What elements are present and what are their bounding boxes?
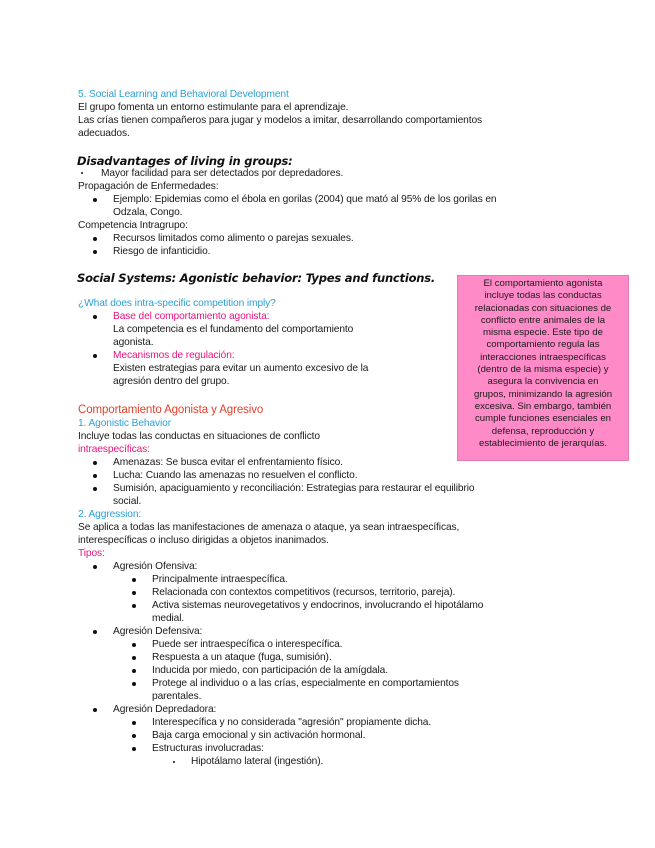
list-item-cont: parentales.: [152, 691, 202, 702]
list-item: Amenazas: Se busca evitar el enfrentamiento físico.: [113, 457, 343, 468]
note-line: conflicto entre animales de la: [480, 314, 606, 326]
bullet-icon: [132, 721, 136, 725]
list-item: Protege al individuo o a las crías, especialmente en comportamientos: [152, 678, 459, 689]
list-item: Ejemplo: Epidemias como el ébola en gorilas (2004) que mató al 95% de los gorilas en: [113, 194, 497, 205]
bullet-icon: [132, 604, 136, 608]
note-line: misma especie. Este tipo de: [483, 327, 603, 339]
list-item: Estructuras involucradas:: [152, 743, 264, 754]
bullet-icon: [93, 565, 97, 569]
section-heading-disadvantages: Disadvantages of living in groups:: [77, 154, 293, 168]
list-item: Agresión Ofensiva:: [113, 561, 198, 572]
note-line: incluye todas las conductas: [484, 290, 602, 302]
paragraph-line: Existen estrategias para evitar un aumento excesivo de la: [113, 363, 369, 374]
list-item: Lucha: Cuando las amenazas no resuelven el conflicto.: [113, 470, 358, 481]
list-item-cont: social.: [113, 496, 142, 507]
paragraph-line: Las crías tienen compañeros para jugar y modelos a imitar, desarrollando comportamientos: [78, 115, 483, 126]
list-item: Agresión Defensiva:: [113, 626, 203, 637]
subheading-aggression: 2. Aggression:: [78, 509, 142, 520]
list-label: Base del comportamiento agonista:: [113, 311, 270, 322]
list-label: intraespecíficas:: [78, 444, 150, 455]
note-line: asegura la convivencia en: [487, 376, 599, 388]
paragraph-line: agresión dentro del grupo.: [113, 376, 230, 387]
paragraph-line: La competencia es el fundamento del comportamiento: [113, 324, 354, 335]
bullet-icon: [93, 630, 97, 634]
list-item: Respuesta a un ataque (fuga, sumisión).: [152, 652, 332, 663]
note-line: cumple funciones esenciales en: [475, 413, 611, 425]
bullet-icon: [93, 474, 97, 478]
bullet-icon: [132, 734, 136, 738]
bullet-icon: [132, 682, 136, 686]
bullet-icon: [93, 354, 97, 358]
list-item: Puede ser intraespecífica o interespecífica.: [152, 639, 343, 650]
bullet-icon: [132, 591, 136, 595]
bullet-icon: [132, 747, 136, 751]
list-item: Interespecífica y no considerada "agresión" propiamente dicha.: [152, 717, 432, 728]
list-label: Tipos:: [78, 548, 105, 559]
note-line: establecimiento de jerarquías.: [479, 437, 607, 449]
list-item: Mayor facilidad para ser detectados por depredadores.: [101, 168, 344, 179]
bullet-icon: [93, 461, 97, 465]
paragraph-line: Incluye todas las conductas en situaciones de conflicto: [78, 431, 320, 442]
list-item: Baja carga emocional y sin activación hormonal.: [152, 730, 366, 741]
bullet-icon: [93, 198, 97, 202]
note-line: comportamiento regula las: [486, 339, 600, 351]
section-heading-social-learning: 5. Social Learning and Behavioral Development: [78, 89, 289, 100]
bullet-icon: [173, 761, 175, 763]
question-heading: ¿What does intra-specific competition imply?: [78, 298, 276, 309]
paragraph-line: agonista.: [113, 337, 154, 348]
paragraph-line: interespecíficas o incluso dirigidas a objetos inanimados.: [78, 535, 329, 546]
note-line: excesiva. Sin embargo, también: [474, 400, 612, 412]
paragraph-line: Se aplica a todas las manifestaciones de amenaza o ataque, ya sean intraespecíficas,: [78, 522, 460, 533]
list-item: Hipotálamo lateral (ingestión).: [191, 756, 324, 767]
list-item: Riesgo de infanticidio.: [113, 246, 211, 257]
note-line: (dentro de la misma especie) y: [477, 364, 609, 376]
note-box: [457, 275, 629, 461]
bullet-icon: [93, 487, 97, 491]
list-item: Inducida por miedo, con participación de la amígdala.: [152, 665, 388, 676]
section-heading-social-systems: Social Systems: Agonistic behavior: Types and functions.: [77, 271, 436, 285]
bullet-icon: [93, 315, 97, 319]
note-line: El comportamiento agonista: [483, 278, 603, 289]
section-heading-agonistic: Comportamiento Agonista y Agresivo: [78, 404, 264, 416]
note-line: defensa, reproducción y: [491, 425, 595, 437]
bullet-icon: [132, 578, 136, 582]
paragraph-line: adecuados.: [78, 128, 130, 139]
bullet-icon: [132, 643, 136, 647]
bullet-icon: [132, 656, 136, 660]
bullet-icon: [93, 250, 97, 254]
list-label: Propagación de Enfermedades:: [78, 181, 219, 192]
list-label: Competencia Intragrupo:: [78, 220, 188, 231]
list-item: Sumisión, apaciguamiento y reconciliación: Estrategias para restaurar el equilibrio: [113, 483, 475, 494]
list-item: Agresión Depredadora:: [113, 704, 217, 715]
list-label: Mecanismos de regulación:: [113, 350, 235, 361]
bullet-icon: [81, 172, 83, 174]
bullet-icon: [93, 237, 97, 241]
list-item: Principalmente intraespecífica.: [152, 574, 288, 585]
note-line: relacionadas con situaciones de: [474, 302, 612, 314]
list-item: Relacionada con contextos competitivos (recursos, territorio, pareja).: [152, 587, 456, 598]
note-line: interacciones intraespecíficas: [480, 351, 606, 363]
subheading-agonistic-behavior: 1. Agonistic Behavior: [78, 418, 172, 429]
bullet-icon: [93, 708, 97, 712]
bullet-icon: [132, 669, 136, 673]
list-item: Recursos limitados como alimento o parejas sexuales.: [113, 233, 354, 244]
list-item: Activa sistemas neurovegetativos y endocrinos, involucrando el hipotálamo: [152, 600, 484, 611]
list-item-cont: Odzala, Congo.: [113, 207, 183, 218]
list-item-cont: medial.: [152, 613, 185, 624]
paragraph-line: El grupo fomenta un entorno estimulante para el aprendizaje.: [78, 102, 349, 113]
note-line: grupos, minimizando la agresión: [473, 388, 613, 400]
